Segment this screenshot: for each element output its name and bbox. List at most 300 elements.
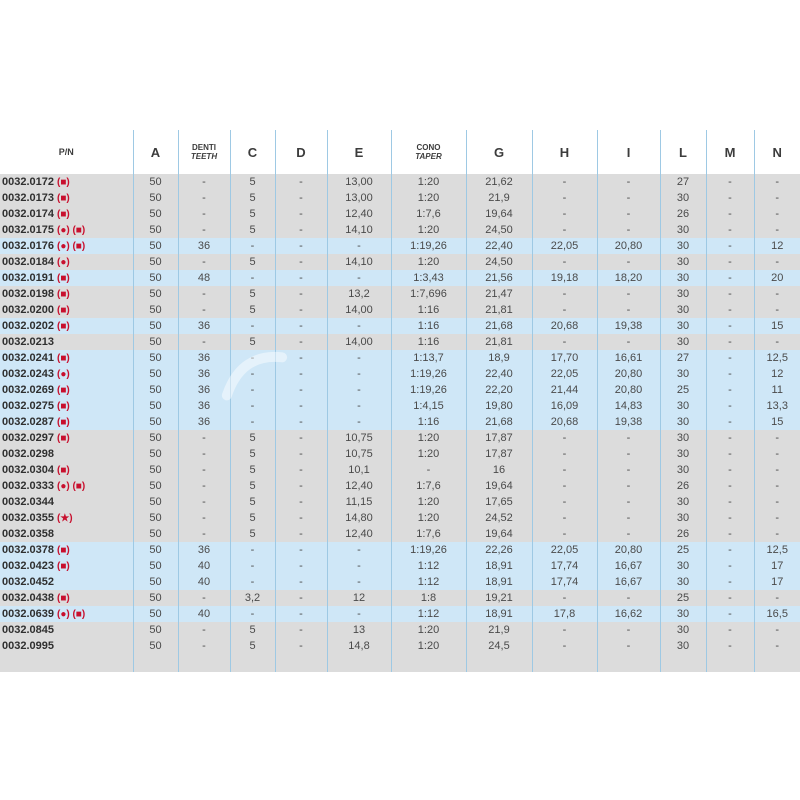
cell-n: - bbox=[754, 446, 800, 462]
cell-m: - bbox=[706, 574, 754, 590]
cell-e: 12,40 bbox=[327, 526, 391, 542]
cell-e: 13,00 bbox=[327, 190, 391, 206]
cell-h: - bbox=[532, 478, 597, 494]
cell-h: 17,8 bbox=[532, 606, 597, 622]
cell-n: - bbox=[754, 174, 800, 190]
cell-denti: - bbox=[178, 590, 230, 606]
cell-l: 30 bbox=[660, 270, 706, 286]
footer-cell bbox=[754, 654, 800, 672]
status-badge: (●) bbox=[57, 257, 70, 268]
footer-cell bbox=[275, 654, 327, 672]
cell-l: 30 bbox=[660, 334, 706, 350]
cell-a: 50 bbox=[133, 366, 178, 382]
cell-h: - bbox=[532, 174, 597, 190]
cell-m: - bbox=[706, 350, 754, 366]
cell-h: - bbox=[532, 622, 597, 638]
cell-h: - bbox=[532, 638, 597, 654]
cell-e: - bbox=[327, 318, 391, 334]
cell-i: 16,61 bbox=[597, 350, 660, 366]
cell-e: 10,75 bbox=[327, 430, 391, 446]
cell-h: - bbox=[532, 510, 597, 526]
cell-pn bbox=[0, 622, 133, 638]
cell-denti: - bbox=[178, 446, 230, 462]
cell-cono: 1:20 bbox=[391, 222, 466, 238]
cell-h: - bbox=[532, 526, 597, 542]
cell-e: 14,80 bbox=[327, 510, 391, 526]
cell-pn bbox=[0, 334, 133, 350]
cell-denti: 36 bbox=[178, 366, 230, 382]
cell-i: - bbox=[597, 334, 660, 350]
header-c: C bbox=[230, 130, 275, 174]
cell-l: 30 bbox=[660, 302, 706, 318]
cell-cono: 1:20 bbox=[391, 622, 466, 638]
part-number: 0032.0184 bbox=[2, 256, 54, 268]
cell-a: 50 bbox=[133, 574, 178, 590]
cell-pn bbox=[0, 398, 133, 414]
cell-c: 5 bbox=[230, 446, 275, 462]
cell-d: - bbox=[275, 174, 327, 190]
cell-g: 17,65 bbox=[466, 494, 532, 510]
cell-a: 50 bbox=[133, 414, 178, 430]
header-denti-label: DENTI bbox=[192, 143, 216, 152]
cell-l: 30 bbox=[660, 622, 706, 638]
header-cono bbox=[391, 130, 466, 174]
cell-g: 18,91 bbox=[466, 606, 532, 622]
cell-m: - bbox=[706, 510, 754, 526]
cell-denti: - bbox=[178, 254, 230, 270]
cell-c: - bbox=[230, 238, 275, 254]
cell-denti: - bbox=[178, 206, 230, 222]
header-teeth-label: TEETH bbox=[190, 152, 218, 161]
header-i: I bbox=[597, 130, 660, 174]
cell-denti: - bbox=[178, 494, 230, 510]
cell-cono: 1:12 bbox=[391, 574, 466, 590]
cell-a: 50 bbox=[133, 382, 178, 398]
cell-i: 16,62 bbox=[597, 606, 660, 622]
table-row bbox=[0, 286, 800, 302]
cell-h: 21,44 bbox=[532, 382, 597, 398]
part-number: 0032.0172 bbox=[2, 176, 54, 188]
part-number: 0032.0358 bbox=[2, 528, 54, 540]
cell-g: 18,91 bbox=[466, 574, 532, 590]
cell-e: 13 bbox=[327, 622, 391, 638]
table-row bbox=[0, 366, 800, 382]
cell-pn bbox=[0, 462, 133, 478]
cell-h: - bbox=[532, 206, 597, 222]
cell-c: 3,2 bbox=[230, 590, 275, 606]
cell-n: 20 bbox=[754, 270, 800, 286]
cell-a: 50 bbox=[133, 190, 178, 206]
cell-c: 5 bbox=[230, 206, 275, 222]
cell-pn bbox=[0, 494, 133, 510]
cell-g: 19,64 bbox=[466, 206, 532, 222]
cell-pn bbox=[0, 606, 133, 622]
cell-a: 50 bbox=[133, 446, 178, 462]
cell-m: - bbox=[706, 526, 754, 542]
cell-n: - bbox=[754, 334, 800, 350]
cell-n: - bbox=[754, 254, 800, 270]
cell-e: 14,10 bbox=[327, 254, 391, 270]
cell-i: 16,67 bbox=[597, 574, 660, 590]
cell-g: 21,62 bbox=[466, 174, 532, 190]
cell-i: 20,80 bbox=[597, 542, 660, 558]
table-row bbox=[0, 238, 800, 254]
cell-n: - bbox=[754, 430, 800, 446]
cell-d: - bbox=[275, 510, 327, 526]
cell-pn bbox=[0, 382, 133, 398]
cell-d: - bbox=[275, 574, 327, 590]
cell-i: - bbox=[597, 302, 660, 318]
cell-l: 30 bbox=[660, 366, 706, 382]
cell-cono: 1:19,26 bbox=[391, 238, 466, 254]
status-badge: (■) bbox=[57, 289, 70, 300]
cell-m: - bbox=[706, 382, 754, 398]
cell-g: 21,68 bbox=[466, 414, 532, 430]
cell-pn bbox=[0, 270, 133, 286]
cell-g: 21,9 bbox=[466, 190, 532, 206]
cell-e: 12,40 bbox=[327, 206, 391, 222]
cell-pn bbox=[0, 174, 133, 190]
table-row bbox=[0, 174, 800, 190]
cell-denti: - bbox=[178, 302, 230, 318]
cell-m: - bbox=[706, 558, 754, 574]
cell-m: - bbox=[706, 254, 754, 270]
cell-pn bbox=[0, 526, 133, 542]
cell-c: 5 bbox=[230, 286, 275, 302]
header-row bbox=[0, 130, 800, 174]
cell-m: - bbox=[706, 174, 754, 190]
table-row bbox=[0, 222, 800, 238]
footer-cell bbox=[532, 654, 597, 672]
cell-n: - bbox=[754, 510, 800, 526]
part-number: 0032.0438 bbox=[2, 592, 54, 604]
cell-e: - bbox=[327, 414, 391, 430]
cell-a: 50 bbox=[133, 206, 178, 222]
cell-cono: 1:3,43 bbox=[391, 270, 466, 286]
cell-c: 5 bbox=[230, 174, 275, 190]
header-pn: P/N bbox=[0, 130, 133, 174]
cell-i: - bbox=[597, 462, 660, 478]
cell-m: - bbox=[706, 462, 754, 478]
cell-n: 17 bbox=[754, 558, 800, 574]
cell-denti: - bbox=[178, 174, 230, 190]
cell-cono: 1:16 bbox=[391, 414, 466, 430]
part-number: 0032.0173 bbox=[2, 192, 54, 204]
cell-i: 19,38 bbox=[597, 318, 660, 334]
cell-a: 50 bbox=[133, 590, 178, 606]
status-badge: (■) bbox=[57, 465, 70, 476]
status-badge: (■) bbox=[57, 593, 70, 604]
table-row bbox=[0, 414, 800, 430]
cell-i: 16,67 bbox=[597, 558, 660, 574]
cell-n: 13,3 bbox=[754, 398, 800, 414]
cell-m: - bbox=[706, 542, 754, 558]
cell-cono: 1:16 bbox=[391, 318, 466, 334]
cell-c: - bbox=[230, 558, 275, 574]
header-n: N bbox=[754, 130, 800, 174]
cell-pn bbox=[0, 206, 133, 222]
cell-cono: 1:20 bbox=[391, 638, 466, 654]
cell-n: 12,5 bbox=[754, 350, 800, 366]
status-badge: (■) bbox=[57, 401, 70, 412]
cell-d: - bbox=[275, 526, 327, 542]
cell-c: - bbox=[230, 606, 275, 622]
cell-h: 22,05 bbox=[532, 238, 597, 254]
footer-cell bbox=[0, 654, 133, 672]
cell-l: 25 bbox=[660, 542, 706, 558]
cell-denti: - bbox=[178, 334, 230, 350]
cell-denti: - bbox=[178, 510, 230, 526]
cell-pn bbox=[0, 558, 133, 574]
cell-a: 50 bbox=[133, 510, 178, 526]
header-g: G bbox=[466, 130, 532, 174]
cell-i: - bbox=[597, 478, 660, 494]
cell-l: 30 bbox=[660, 398, 706, 414]
status-badge: (■) bbox=[57, 353, 70, 364]
cell-m: - bbox=[706, 446, 754, 462]
cell-denti: - bbox=[178, 430, 230, 446]
cell-c: - bbox=[230, 350, 275, 366]
cell-l: 30 bbox=[660, 318, 706, 334]
cell-l: 30 bbox=[660, 414, 706, 430]
cell-c: 5 bbox=[230, 254, 275, 270]
cell-h: 22,05 bbox=[532, 542, 597, 558]
cell-n: - bbox=[754, 206, 800, 222]
cell-denti: 36 bbox=[178, 542, 230, 558]
part-number: 0032.0355 bbox=[2, 512, 54, 524]
cell-c: 5 bbox=[230, 478, 275, 494]
cell-cono: 1:20 bbox=[391, 430, 466, 446]
cell-g: 17,87 bbox=[466, 430, 532, 446]
header-m: M bbox=[706, 130, 754, 174]
cell-a: 50 bbox=[133, 270, 178, 286]
cell-c: 5 bbox=[230, 462, 275, 478]
table-row bbox=[0, 606, 800, 622]
table-body bbox=[0, 174, 800, 672]
cell-l: 30 bbox=[660, 574, 706, 590]
cell-e: - bbox=[327, 606, 391, 622]
table-row bbox=[0, 270, 800, 286]
status-badge: (■) bbox=[57, 273, 70, 284]
cell-c: 5 bbox=[230, 190, 275, 206]
cell-d: - bbox=[275, 334, 327, 350]
cell-g: 24,5 bbox=[466, 638, 532, 654]
cell-i: 20,80 bbox=[597, 238, 660, 254]
cell-denti: 36 bbox=[178, 350, 230, 366]
cell-h: 17,74 bbox=[532, 574, 597, 590]
parts-table bbox=[0, 130, 800, 672]
part-number: 0032.0202 bbox=[2, 320, 54, 332]
cell-e: 10,1 bbox=[327, 462, 391, 478]
cell-l: 30 bbox=[660, 446, 706, 462]
cell-a: 50 bbox=[133, 286, 178, 302]
cell-d: - bbox=[275, 446, 327, 462]
status-badge: (●) (■) bbox=[57, 481, 86, 492]
table-row bbox=[0, 590, 800, 606]
cell-g: 19,21 bbox=[466, 590, 532, 606]
cell-a: 50 bbox=[133, 318, 178, 334]
cell-g: 19,64 bbox=[466, 526, 532, 542]
cell-n: - bbox=[754, 590, 800, 606]
cell-i: - bbox=[597, 638, 660, 654]
cell-pn bbox=[0, 222, 133, 238]
table-row bbox=[0, 446, 800, 462]
cell-d: - bbox=[275, 622, 327, 638]
cell-m: - bbox=[706, 606, 754, 622]
cell-h: 17,74 bbox=[532, 558, 597, 574]
table-row bbox=[0, 206, 800, 222]
cell-h: - bbox=[532, 254, 597, 270]
cell-l: 30 bbox=[660, 254, 706, 270]
cell-h: 22,05 bbox=[532, 366, 597, 382]
cell-cono: 1:7,696 bbox=[391, 286, 466, 302]
cell-n: - bbox=[754, 222, 800, 238]
cell-n: 12,5 bbox=[754, 542, 800, 558]
status-badge: (■) bbox=[57, 433, 70, 444]
cell-pn bbox=[0, 318, 133, 334]
cell-g: 22,26 bbox=[466, 542, 532, 558]
cell-h: 20,68 bbox=[532, 414, 597, 430]
cell-pn bbox=[0, 190, 133, 206]
cell-g: 21,68 bbox=[466, 318, 532, 334]
cell-pn bbox=[0, 302, 133, 318]
cell-n: 16,5 bbox=[754, 606, 800, 622]
cell-denti: - bbox=[178, 286, 230, 302]
cell-e: 11,15 bbox=[327, 494, 391, 510]
part-number: 0032.0298 bbox=[2, 448, 54, 460]
cell-d: - bbox=[275, 270, 327, 286]
footer-cell bbox=[466, 654, 532, 672]
table-row bbox=[0, 526, 800, 542]
cell-m: - bbox=[706, 270, 754, 286]
cell-e: - bbox=[327, 542, 391, 558]
cell-cono: 1:16 bbox=[391, 302, 466, 318]
cell-l: 30 bbox=[660, 286, 706, 302]
cell-e: - bbox=[327, 382, 391, 398]
cell-i: 20,80 bbox=[597, 382, 660, 398]
cell-l: 30 bbox=[660, 430, 706, 446]
cell-n: 12 bbox=[754, 366, 800, 382]
cell-c: - bbox=[230, 366, 275, 382]
cell-m: - bbox=[706, 286, 754, 302]
part-number: 0032.0191 bbox=[2, 272, 54, 284]
cell-m: - bbox=[706, 638, 754, 654]
cell-cono: 1:12 bbox=[391, 606, 466, 622]
cell-g: 24,50 bbox=[466, 222, 532, 238]
part-number: 0032.0200 bbox=[2, 304, 54, 316]
part-number: 0032.0995 bbox=[2, 640, 54, 652]
cell-d: - bbox=[275, 190, 327, 206]
cell-d: - bbox=[275, 542, 327, 558]
cell-l: 30 bbox=[660, 638, 706, 654]
cell-pn bbox=[0, 574, 133, 590]
cell-g: 21,81 bbox=[466, 302, 532, 318]
cell-m: - bbox=[706, 430, 754, 446]
cell-c: - bbox=[230, 398, 275, 414]
cell-c: - bbox=[230, 542, 275, 558]
cell-cono: 1:19,26 bbox=[391, 542, 466, 558]
cell-i: - bbox=[597, 494, 660, 510]
cell-a: 50 bbox=[133, 638, 178, 654]
cell-n: - bbox=[754, 302, 800, 318]
cell-g: 22,20 bbox=[466, 382, 532, 398]
cell-d: - bbox=[275, 238, 327, 254]
cell-h: - bbox=[532, 462, 597, 478]
cell-e: - bbox=[327, 270, 391, 286]
cell-d: - bbox=[275, 478, 327, 494]
cell-m: - bbox=[706, 222, 754, 238]
cell-d: - bbox=[275, 206, 327, 222]
cell-a: 50 bbox=[133, 558, 178, 574]
part-number: 0032.0174 bbox=[2, 208, 54, 220]
header-taper-label: TAPER bbox=[415, 152, 442, 161]
cell-c: - bbox=[230, 382, 275, 398]
status-badge: (●) (■) bbox=[57, 241, 86, 252]
cell-m: - bbox=[706, 302, 754, 318]
header-d: D bbox=[275, 130, 327, 174]
cell-i: - bbox=[597, 510, 660, 526]
cell-cono: 1:4,15 bbox=[391, 398, 466, 414]
cell-a: 50 bbox=[133, 430, 178, 446]
cell-g: 21,47 bbox=[466, 286, 532, 302]
cell-a: 50 bbox=[133, 478, 178, 494]
footer-cell bbox=[706, 654, 754, 672]
cell-e: - bbox=[327, 558, 391, 574]
table-row bbox=[0, 478, 800, 494]
cell-denti: - bbox=[178, 526, 230, 542]
cell-n: - bbox=[754, 478, 800, 494]
cell-e: - bbox=[327, 574, 391, 590]
part-number: 0032.0176 bbox=[2, 240, 54, 252]
part-number: 0032.0275 bbox=[2, 400, 54, 412]
table-row bbox=[0, 494, 800, 510]
cell-i: - bbox=[597, 446, 660, 462]
cell-i: 18,20 bbox=[597, 270, 660, 286]
cell-denti: 36 bbox=[178, 318, 230, 334]
footer-cell bbox=[660, 654, 706, 672]
cell-i: - bbox=[597, 190, 660, 206]
cell-d: - bbox=[275, 638, 327, 654]
cell-e: - bbox=[327, 238, 391, 254]
cell-cono: 1:8 bbox=[391, 590, 466, 606]
cell-g: 22,40 bbox=[466, 366, 532, 382]
status-badge: (★) bbox=[57, 513, 73, 524]
cell-i: 19,38 bbox=[597, 414, 660, 430]
cell-g: 21,9 bbox=[466, 622, 532, 638]
cell-cono: 1:20 bbox=[391, 190, 466, 206]
cell-h: - bbox=[532, 494, 597, 510]
part-number: 0032.0241 bbox=[2, 352, 54, 364]
cell-n: 15 bbox=[754, 318, 800, 334]
cell-a: 50 bbox=[133, 238, 178, 254]
part-number: 0032.0243 bbox=[2, 368, 54, 380]
footer-cell bbox=[391, 654, 466, 672]
table-row bbox=[0, 638, 800, 654]
cell-g: 21,56 bbox=[466, 270, 532, 286]
cell-d: - bbox=[275, 254, 327, 270]
cell-i: - bbox=[597, 174, 660, 190]
part-number: 0032.0269 bbox=[2, 384, 54, 396]
cell-cono: 1:20 bbox=[391, 510, 466, 526]
cell-a: 50 bbox=[133, 398, 178, 414]
cell-denti: 40 bbox=[178, 606, 230, 622]
table-row bbox=[0, 398, 800, 414]
cell-n: - bbox=[754, 462, 800, 478]
cell-cono: 1:13,7 bbox=[391, 350, 466, 366]
cell-n: - bbox=[754, 526, 800, 542]
cell-i: - bbox=[597, 430, 660, 446]
cell-d: - bbox=[275, 414, 327, 430]
